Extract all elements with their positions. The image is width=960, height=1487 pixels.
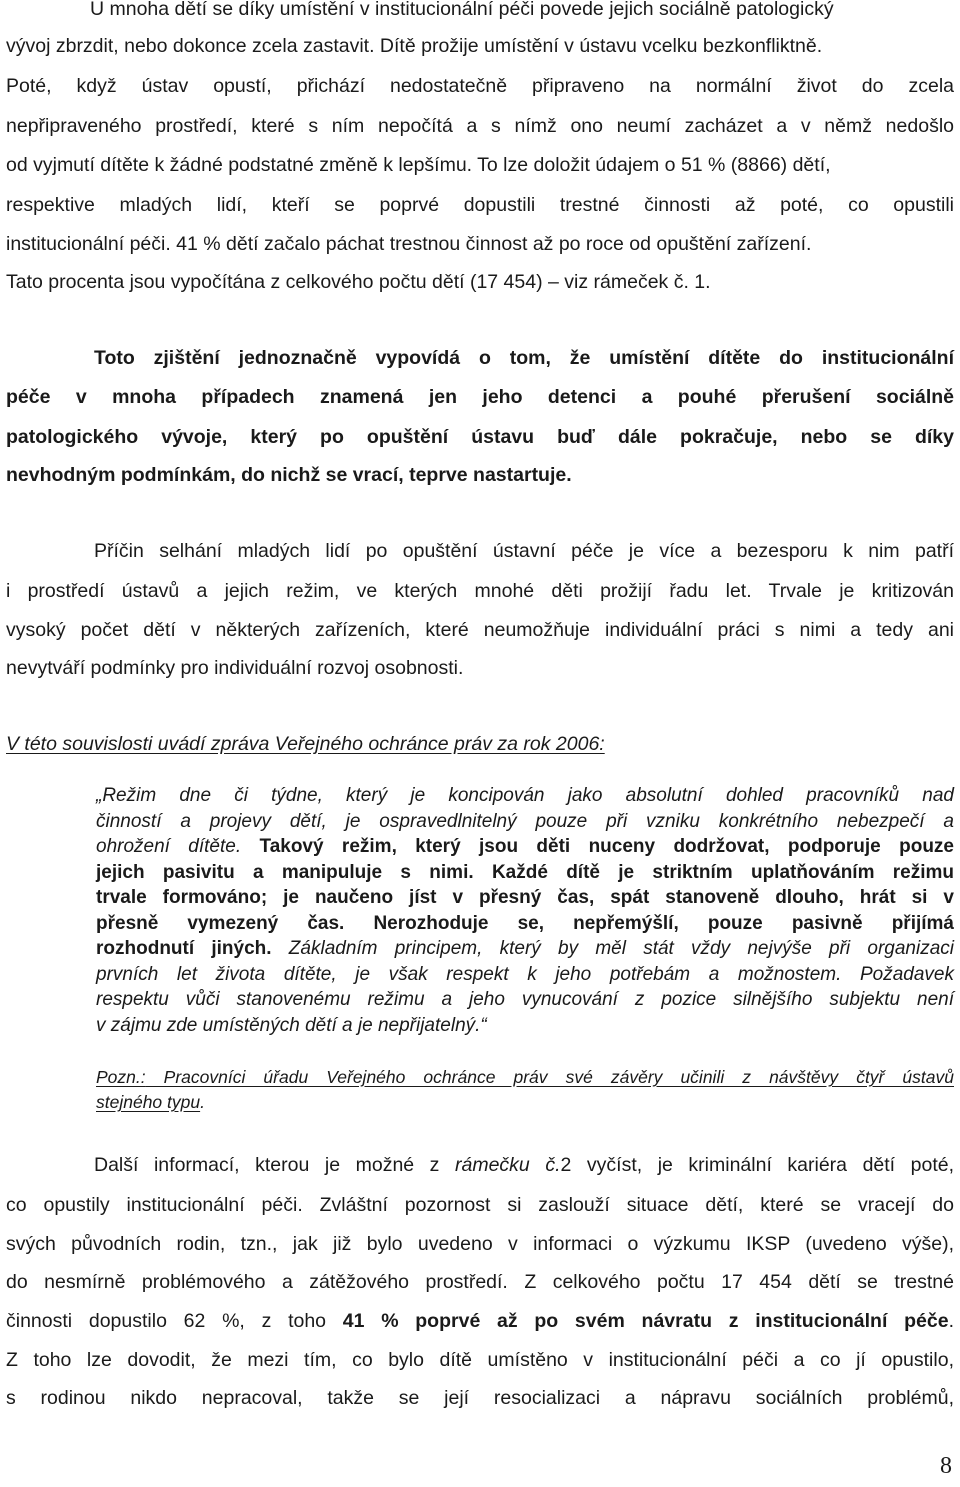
paragraph-1-line-8: Tato procenta jsou vypočítána z celkového počtu dětí (17 454) – viz rámeček č. 1. bbox=[6, 271, 711, 293]
paragraph-2-line-2: péče v mnoha případech znamená jen jeho detenci a pouhé přerušení sociálně bbox=[6, 386, 954, 408]
note-line-2 bbox=[96, 1090, 954, 1115]
note-line-1 bbox=[96, 1065, 954, 1090]
quote-line-1: „Režim dne či týdne, který je koncipován jako absolutní dohled pracovníků nad bbox=[96, 785, 954, 806]
paragraph-2-line-3: patologického vývoje, který po opuštění ústavu buď dále pokračuje, nebo se díky bbox=[6, 426, 954, 448]
paragraph-1-line-4: nepřipraveného prostředí, které s ním nepočítá a s nímž ono neumí zacházet a v němž nedošlo bbox=[6, 115, 954, 137]
paragraph-4-line-2: co opustily institucionální péči. Zvláštní pozornost si zaslouží situace dětí, které se vracejí do bbox=[6, 1194, 954, 1216]
paragraph-4-line-7: s rodinou nikdo nepracoval, takže se její resocializaci a nápravu sociálních problémů, bbox=[6, 1387, 954, 1409]
paragraph-1-line-5 bbox=[6, 152, 954, 178]
note-line-2-text: stejného typu bbox=[96, 1092, 201, 1112]
paragraph-4-line-1-part-a: Další informací, kterou je možné z bbox=[94, 1154, 455, 1176]
quote-line-2: činností a projevy dětí, je ospravedlnitelný pouze při vzniku konkrétního nebezpečí a bbox=[96, 811, 954, 832]
paragraph-4-line-6: Z toho lze dovodit, že mezi tím, co bylo dítě umístěno v institucionální péči a co jí opustilo, bbox=[6, 1349, 954, 1371]
quote-line-4 bbox=[96, 860, 954, 885]
paragraph-4-line-3: svých původních rodin, tzn., jak již bylo uvedeno v informaci o výzkumu IKSP (uvedeno výše), bbox=[6, 1233, 954, 1255]
paragraph-4-line-1 bbox=[94, 1152, 954, 1178]
paragraph-1-line-5-part-b: To lze doložit údajem o 51 % (8866) dětí, bbox=[472, 154, 831, 176]
paragraph-1-line-5-part-a: od vyjmutí dítěte k žádné podstatné změně k lepšímu. bbox=[6, 154, 473, 176]
paragraph-3-line-3: vysoký počet dětí v některých zařízeních, které neumožňuje individuální práci s nimi a tedy ani bbox=[6, 619, 954, 641]
quote-line-10: v zájmu zde umístěných dětí a je nepřijatelný.“ bbox=[96, 1015, 487, 1036]
paragraph-4-line-4: do nesmírně problémového a zátěžového prostředí. Z celkového počtu 17 454 dětí se trestné bbox=[6, 1271, 954, 1293]
paragraph-4-line-1-part-c: 2 vyčíst, je kriminální kariéra dětí poté, bbox=[560, 1154, 955, 1176]
quote-line-5: trvale formováno; je naučeno jíst v přesný čas, spát stanoveně dlouho, hrát si v bbox=[96, 887, 954, 908]
quote-line-3-part-a: ohrožení dítěte. bbox=[96, 836, 260, 857]
paragraph-4-line-5-part-b: 41 % poprvé až po svém návratu z institucionální péče bbox=[342, 1310, 949, 1332]
quote-intro: V této souvislosti uvádí zpráva Veřejného ochránce práv za rok 2006: bbox=[6, 733, 605, 755]
note-label: Pozn.: bbox=[96, 1067, 146, 1087]
paragraph-1-line-2: vývoj zbrzdit, nebo dokonce zcela zastavit. Dítě prožije umístění v ústavu vcelku bezkonfliktně. bbox=[6, 35, 823, 57]
quote-line-3 bbox=[96, 834, 954, 859]
quote-line-4-part-b: Každé dítě je striktním uplatňováním režimu bbox=[473, 862, 955, 883]
paragraph-1-line-7: institucionální péči. 41 % dětí začalo páchat trestnou činnost až po roce od opuštění zařízení. bbox=[6, 233, 812, 255]
note-line-1-text: Pracovníci úřadu Veřejného ochránce práv své závěry učinili z návštěvy čtyř ústavů bbox=[145, 1067, 954, 1087]
paragraph-1-line-3: Poté, když ústav opustí, přichází nedostatečně připraveno na normální život do zcela bbox=[6, 75, 954, 97]
paragraph-4-line-1-part-b: rámečku č. bbox=[455, 1154, 561, 1176]
quote-line-8: prvních let života dítěte, je však respekt k jeho potřebám a možnostem. Požadavek bbox=[96, 964, 954, 985]
paragraph-4-line-5-part-a: činnosti dopustilo 62 %, z toho bbox=[6, 1310, 343, 1332]
paragraph-3-line-4: nevytváří podmínky pro individuální rozvoj osobnosti. bbox=[6, 657, 464, 679]
quote-line-6: přesně vymezený čas. Nerozhoduje se, nepřemýšlí, pouze pasivně přijímá bbox=[96, 913, 954, 934]
quote-line-7-part-a: rozhodnutí jiných. bbox=[96, 938, 272, 959]
note-line-2-period: . bbox=[200, 1092, 205, 1112]
quote-line-9: respektu vůči stanovenému režimu a jeho vynucování z pozice silnějšího subjektu není bbox=[96, 989, 954, 1010]
quote-line-7 bbox=[96, 936, 954, 961]
paragraph-3-line-2: i prostředí ústavů a jejich režim, ve kterých mnohé děti prožijí řadu let. Trvale je kritizován bbox=[6, 580, 954, 602]
page-number: 8 bbox=[940, 1453, 952, 1479]
paragraph-4-line-5-part-c: . bbox=[948, 1310, 954, 1332]
quote-line-3-part-b: Takový režim, který jsou děti nuceny dodržovat, podporuje pouze bbox=[259, 836, 954, 857]
paragraph-4-line-5 bbox=[6, 1308, 954, 1334]
quote-line-7-part-b: Základním principem, který by měl stát vždy nejvýše při organizaci bbox=[271, 938, 954, 959]
paragraph-1-line-6: respektive mladých lidí, kteří se poprvé dopustili trestné činnosti až poté, co opustili bbox=[6, 194, 954, 216]
paragraph-1-line-1: U mnoha dětí se díky umístění v institucionální péči povede jejich sociálně patologický bbox=[90, 0, 834, 20]
paragraph-2-line-1: Toto zjištění jednoznačně vypovídá o tom, že umístění dítěte do institucionální bbox=[94, 347, 954, 369]
paragraph-2-line-4: nevhodným podmínkám, do nichž se vrací, teprve nastartuje. bbox=[6, 464, 572, 486]
quote-line-4-part-a: jejich pasivitu a manipuluje s nimi. bbox=[96, 862, 474, 883]
paragraph-3-line-1: Příčin selhání mladých lidí po opuštění ústavní péče je více a bezesporu k nim patří bbox=[94, 540, 954, 562]
